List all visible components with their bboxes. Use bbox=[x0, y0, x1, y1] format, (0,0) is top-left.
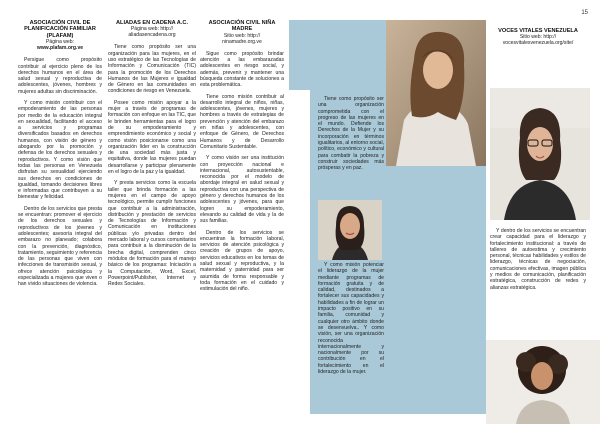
org-web: Sitio web: http:// ninamadre.org.ve bbox=[222, 32, 262, 45]
paragraph: Y como misión potenciar el liderazgo de la mujer mediante programas de formación gratuita y de calidad, destinados a fortalecer sus capacidades y habilidades a fin de lograr un impacto positivo en su familia, comunidad y cualquier otro ámbito donde se desenvuelva.. Y como visión, ser una organización reconocida internacionalmente y nacionalmente por su contribución en el fortalecimiento en el liderazgo de la mujer. bbox=[318, 262, 384, 376]
paragraph: Y dentro de los servicios se encuentran crear capacidad para el liderazgo y fortalecimiento institucional: a través de talleres de autoestima y crecimiento personal, técnicas habilidades y estilos de liderazgo, técnicas de negociación, comunicaciones efectivas, imagen pública y medios de comunicación, planificación estratégica, construcción de redes y alianzas estratégica. bbox=[490, 228, 586, 291]
org-title: VOCES VITALES VENEZUELA bbox=[498, 28, 578, 34]
column-plafam bbox=[18, 20, 102, 293]
org-web: Sitio web: http:// vocesvitalesvenezuela.org/site/ bbox=[502, 34, 574, 47]
org-url[interactable]: vocesvitalesvenezuela.org/site/ bbox=[502, 40, 574, 47]
paragraph: Persigue como propósito contribuir al ejercicio pleno de los derechos humanos en el área de salud sexual y reproductiva de adolescentes, jóvenes, hombres y mujeres adultas sin discriminación. bbox=[18, 57, 102, 95]
photo-woman-curly bbox=[486, 340, 600, 424]
page-number: 15 bbox=[581, 10, 588, 16]
paragraph: Tiene como propósito ser una organización comprometida con el progreso de las mujeres en el mundo. Defiende los Derechos de la Mujer y su incorporación en términos igualitarios, al entorno social, político, económico y cultural para combatir la pobreza y construir sociedades más prósperas y en paz. bbox=[318, 96, 384, 172]
paragraph: Y como misión contribuir con el empoderamiento de las personas por medio de la educación integral en sexualidad, facilitando el acceso a servicios y programas diversificados basados en derechos humanos, con visión de género y abogando por la promoción y defensa de los derechos sexuales y reproductivos. Y como visión que todas las personas en Venezuela disfrutan su sexualidad ejerciendo sus derechos en condiciones de igualdad, tomando decisiones libres e informadas que contribuyen a su bienestar y felicidad. bbox=[18, 100, 102, 201]
paragraph: Posee como misión apoyar a la mujer a través de programas de formación con enfoque en las TIC, que le brinden herramientas para el logro de su empoderamiento y emprendimiento económico y social y como visión posicionarse como una organización líder en la construcción de una sociedad más justa y equitativa, donde las mujeres puedan desarrollarse y participar plenamente en el logro de la paz y la igualdad. bbox=[108, 99, 196, 176]
paragraph: Dentro de los servicios se encuentran la formación laboral, servicios de atención psicológica y creación de grupos de apoyo, servicios educativos en los temas de salud sexual y reproductiva, y la maternidad y paternidad para ser asumida de forma responsable y toda formación en el cuidado y estimulación del niño. bbox=[200, 229, 284, 293]
photo-woman-middle bbox=[318, 200, 382, 260]
org-web: Página web: http:// aliadasencadena.org bbox=[128, 26, 176, 39]
paragraph: Sigue como propósito brindar atención a las embarazadas adolescentes en riesgo social, y además, prevenir y mantener una búsqueda constante de soluciones a esta problemática. bbox=[200, 50, 284, 89]
org-url[interactable]: ninamadre.org.ve bbox=[222, 38, 262, 45]
column-voces-text bbox=[318, 96, 384, 177]
paragraph: Dentro de los servicios que presta se encuentran: promover el ejercicio de los derechos sexuales y reproductivos de los jóvenes y adolescentes; asesoría integral del embarazo no planeado; colabora con la prevención, diagnóstico, tratamiento, seguimiento y referencia de las personas que viven con infecciones de transmisión sexual, y ofrece atención psicológica y especializada a mujeres que viven o han vivido situaciones de violencia. bbox=[18, 205, 102, 288]
column-aliadas bbox=[108, 20, 196, 292]
column-voces-vitales bbox=[490, 28, 586, 52]
org-title: ASOCIACIÓN CIVIL DE PLANIFICACIÓN FAMILIAR (PLAFAM) bbox=[24, 20, 96, 39]
org-url[interactable]: www.plafam.org.ve bbox=[36, 45, 84, 52]
paragraph: Y como visión ser una institución con proyección nacional e internacional, autosustentable, reconocida por el modelo de abordaje integral en salud sexual y reproductiva con una perspectiva de género y derechos humanos de los adolescentes y jóvenes, para que logren su empoderamiento, elevando su calidad de vida y la de sus familias. bbox=[200, 155, 284, 225]
column-voces-text-2 bbox=[318, 262, 384, 380]
org-url[interactable]: aliadasencadena.org bbox=[128, 32, 176, 39]
org-title: ASOCIACIÓN CIVIL NIÑA MADRE bbox=[208, 20, 276, 33]
paragraph: Tiene como misión contribuir al desarrollo integral de niños, niñas, adolescentes, jóvenes, mujeres y hombres a través de estrategias de prevención y atención del embarazo en niñas y adolescentes, con enfoque de Género, de Derechos Humanos y de Desarrollo Comunitario Sustentable. bbox=[200, 93, 284, 150]
paragraph: Tiene como propósito ser una organización para las mujeres, en el uso estratégico de las Tecnologías de Información y Comunicación (TIC) para la promoción de los Derechos Humanos de las Mujeres e igualdad de Género en las comunidades en condiciones de riesgo en Venezuela. bbox=[108, 44, 196, 95]
column-nina-madre bbox=[200, 20, 284, 298]
paragraph: Y presta servicios como la escuela taller que brinda formación a las mujeres en el campo de apoyo tecnológico, permite cumplir funciones que contribuir a la administración, distribución y prestación de servicios de Tecnologías de Información y Comunicación en instituciones públicas y/o privadas dentro del mercado laboral y cursos comunitarios para contribuir a la disminución de la brecha digital, comprenden cinco módulos de formación para el manejo básico de los programas: Iniciación a la Computación, Word, Excel, Powerpoint/Publisher, Internet y Redes Sociales. bbox=[108, 180, 196, 288]
column-voces-services bbox=[490, 228, 586, 296]
photo-woman-top bbox=[386, 20, 486, 166]
org-title: ALIADAS EN CADENA A.C. bbox=[116, 20, 188, 26]
photo-woman-glasses bbox=[490, 88, 590, 220]
org-web: Página web: www.plafam.org.ve bbox=[36, 39, 84, 52]
